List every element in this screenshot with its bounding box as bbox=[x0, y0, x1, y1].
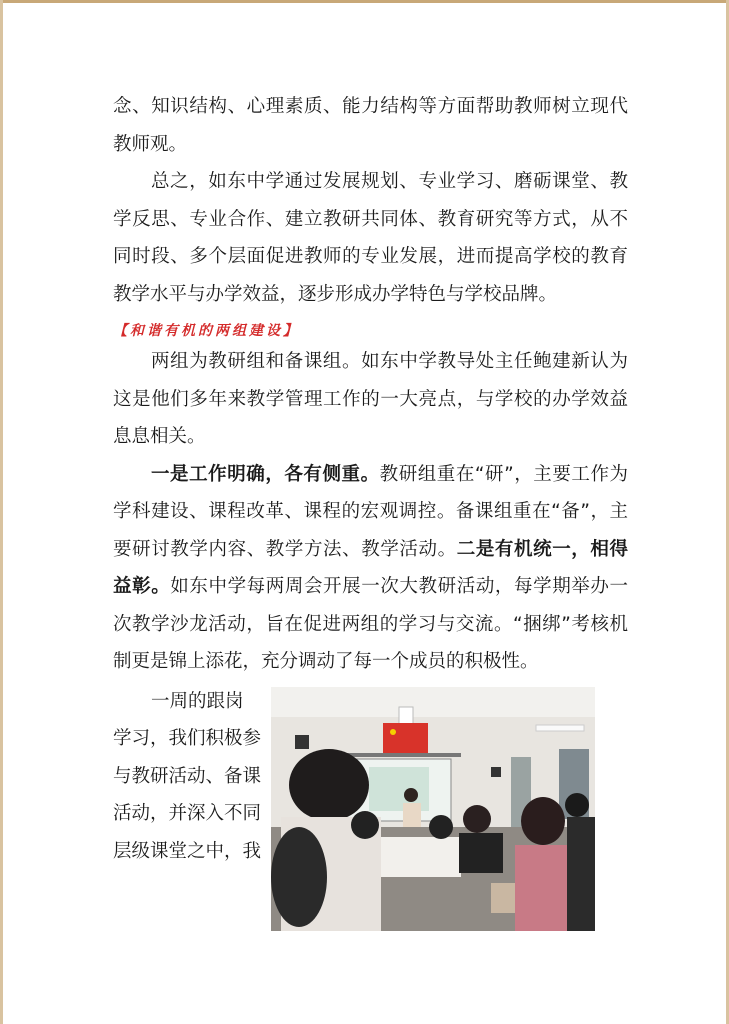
side-line: 与教研活动、备课 bbox=[113, 765, 262, 787]
side-text bbox=[113, 683, 265, 871]
side-line: 层级课堂之中，我 bbox=[113, 840, 262, 862]
classroom-photo bbox=[271, 687, 595, 931]
photo-with-text bbox=[113, 683, 628, 933]
side-line: 学习，我们积极参 bbox=[113, 728, 262, 749]
side-line: 活动，并深入不同 bbox=[113, 803, 262, 824]
point-two-text: 如东中学每两周会开展一次大教研活动，每学期举办一次教学沙龙活动，旨在促进两组的学习与交流。“捆绑”考核机制更是锦上添花，充分调动了每一个成员的积极性。 bbox=[113, 576, 628, 672]
point-one-text: 教研组重在“研”，主要工作为学科建设、课程改革、课程的宏观调控。备课组重在“备”，主要研讨教学内容、教学方法、教学活动。 bbox=[113, 463, 628, 560]
page-border-left bbox=[0, 0, 3, 1024]
paragraph-continued: 念、知识结构、心理素质、能力结构等方面帮助教师树立现代教师观。 bbox=[113, 96, 628, 155]
point-two-title: 二是有机统一，相得益彰。 bbox=[113, 538, 628, 597]
paragraph-intro: 两组为教研组和备课组。如东中学教导处主任鲍建新认为这是他们多年来教学管理工作的一大亮点，与学校的办学效益息息相关。 bbox=[113, 351, 628, 447]
side-line: 一周的跟岗 bbox=[151, 690, 244, 712]
paragraph-summary: 总之，如东中学通过发展规划、专业学习、磨砺课堂、教学反思、专业合作、建立教研共同体、教育研究等方式，从不同时段、多个层面促进教师的专业发展，进而提高学校的教育教学水平与办学效益，逐步形成办学特色与学校品牌。 bbox=[113, 171, 628, 305]
document-page bbox=[113, 88, 628, 933]
point-one-title: 一是工作明确，各有侧重。 bbox=[151, 463, 380, 485]
paragraph-points bbox=[113, 456, 628, 681]
page-border-top bbox=[0, 0, 729, 3]
section-heading: 【和谐有机的两组建设】 bbox=[113, 323, 300, 339]
